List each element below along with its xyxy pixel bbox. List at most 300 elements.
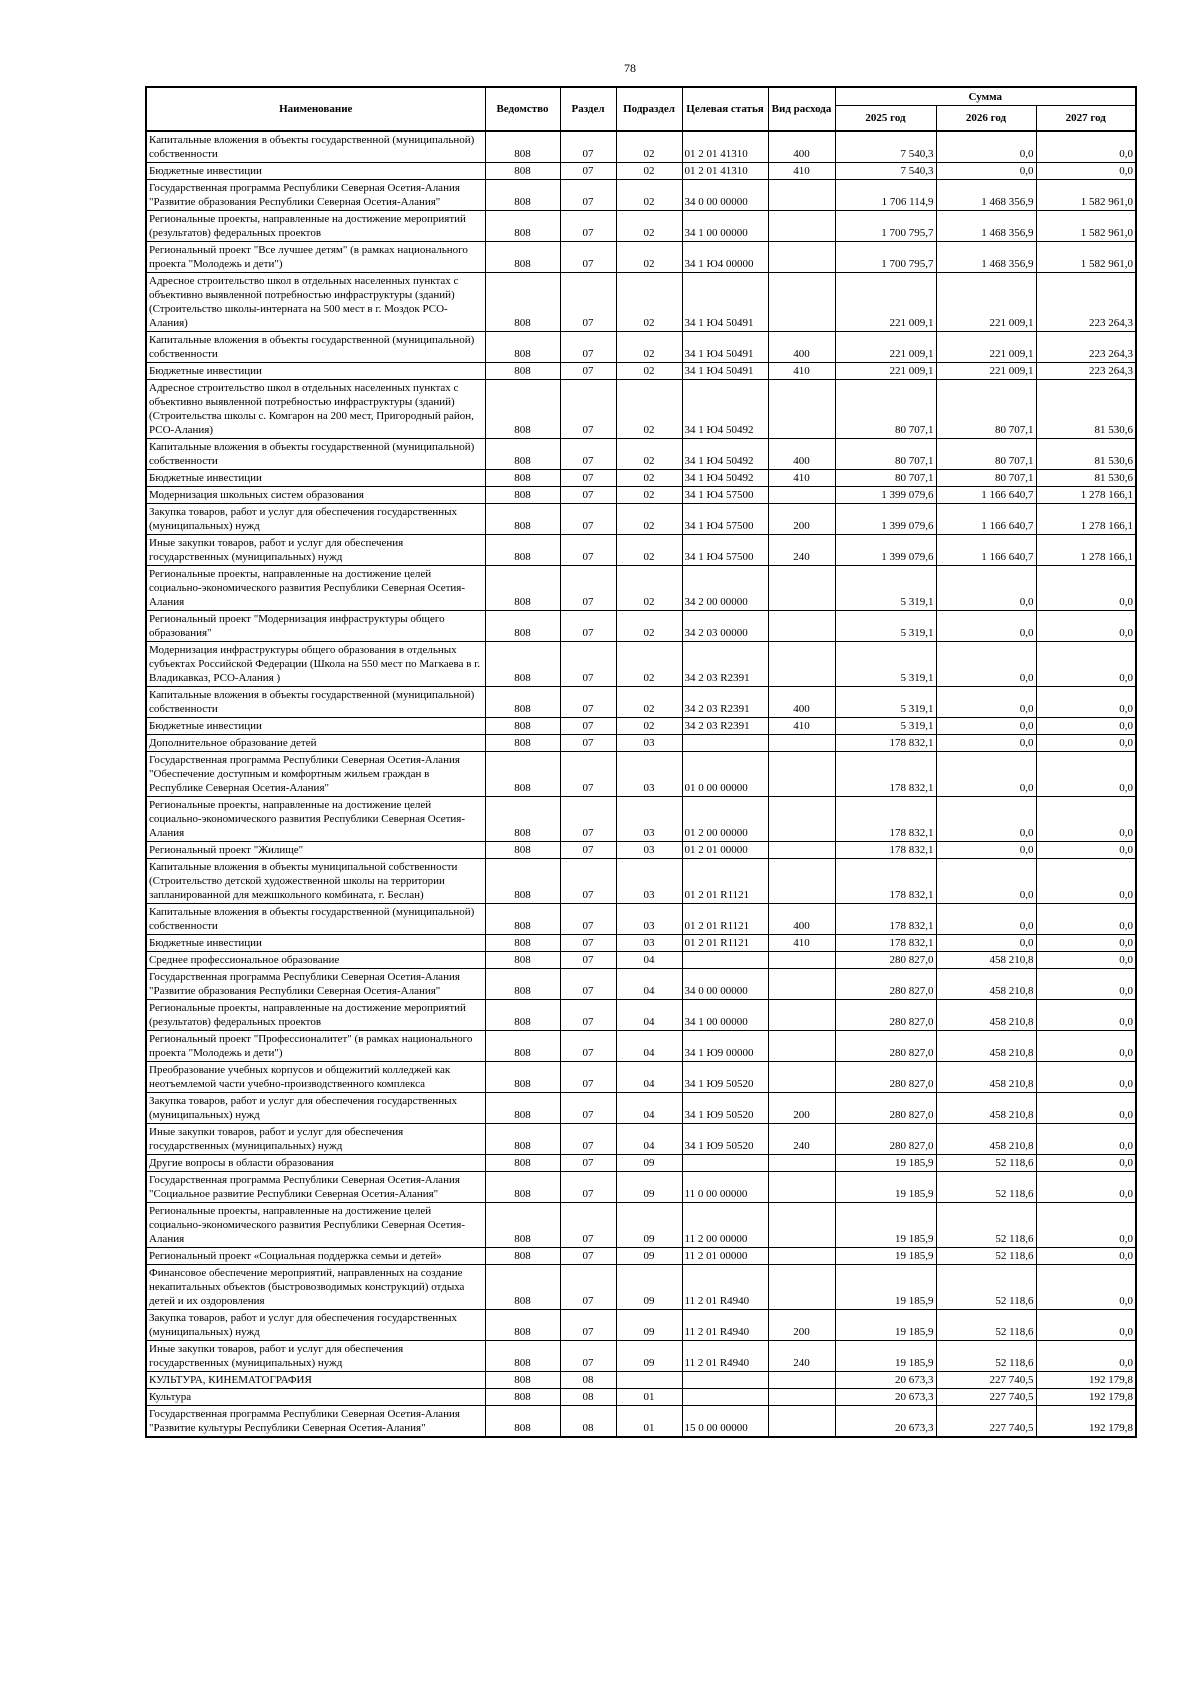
cell-2025: 1 399 079,6 bbox=[835, 487, 936, 504]
cell-expense-type: 410 bbox=[768, 935, 835, 952]
cell-expense-type bbox=[768, 1062, 835, 1093]
cell-dept: 808 bbox=[485, 1093, 560, 1124]
cell-target: 34 1 Ю9 00000 bbox=[682, 1031, 768, 1062]
cell-2026: 227 740,5 bbox=[936, 1406, 1036, 1438]
cell-2027: 0,0 bbox=[1036, 642, 1136, 687]
cell-expense-type bbox=[768, 1203, 835, 1248]
cell-subsection: 09 bbox=[616, 1155, 682, 1172]
cell-2026: 52 118,6 bbox=[936, 1203, 1036, 1248]
cell-2027: 0,0 bbox=[1036, 842, 1136, 859]
cell-subsection: 02 bbox=[616, 470, 682, 487]
cell-expense-type bbox=[768, 1172, 835, 1203]
cell-dept: 808 bbox=[485, 735, 560, 752]
cell-section: 07 bbox=[560, 1031, 616, 1062]
cell-2027: 0,0 bbox=[1036, 1031, 1136, 1062]
cell-2026: 80 707,1 bbox=[936, 380, 1036, 439]
cell-section: 07 bbox=[560, 1000, 616, 1031]
cell-2026: 0,0 bbox=[936, 718, 1036, 735]
table-row bbox=[146, 904, 1136, 935]
cell-name: Среднее профессиональное образование bbox=[146, 952, 485, 969]
cell-section: 07 bbox=[560, 642, 616, 687]
cell-expense-type bbox=[768, 273, 835, 332]
table-row bbox=[146, 332, 1136, 363]
cell-name: Региональные проекты, направленные на достижение целей социально-экономического развития Республики Северная Осетия-Алания bbox=[146, 566, 485, 611]
cell-subsection: 03 bbox=[616, 859, 682, 904]
cell-2027: 192 179,8 bbox=[1036, 1389, 1136, 1406]
cell-section: 07 bbox=[560, 752, 616, 797]
cell-expense-type: 240 bbox=[768, 1341, 835, 1372]
cell-2026: 458 210,8 bbox=[936, 1031, 1036, 1062]
cell-2025: 280 827,0 bbox=[835, 1093, 936, 1124]
table-body bbox=[146, 131, 1136, 1437]
cell-dept: 808 bbox=[485, 1389, 560, 1406]
cell-section: 07 bbox=[560, 735, 616, 752]
cell-2025: 178 832,1 bbox=[835, 935, 936, 952]
table-row bbox=[146, 1265, 1136, 1310]
cell-target: 01 2 01 R1121 bbox=[682, 904, 768, 935]
cell-2025: 5 319,1 bbox=[835, 642, 936, 687]
cell-target bbox=[682, 952, 768, 969]
table-row bbox=[146, 1372, 1136, 1389]
cell-section: 07 bbox=[560, 859, 616, 904]
cell-section: 07 bbox=[560, 273, 616, 332]
cell-dept: 808 bbox=[485, 718, 560, 735]
cell-2027: 0,0 bbox=[1036, 687, 1136, 718]
cell-target: 34 2 03 R2391 bbox=[682, 718, 768, 735]
cell-dept: 808 bbox=[485, 797, 560, 842]
cell-expense-type bbox=[768, 1155, 835, 1172]
cell-section: 07 bbox=[560, 1155, 616, 1172]
cell-target: 34 0 00 00000 bbox=[682, 180, 768, 211]
cell-2025: 178 832,1 bbox=[835, 797, 936, 842]
cell-2026: 1 468 356,9 bbox=[936, 180, 1036, 211]
cell-name: Другие вопросы в области образования bbox=[146, 1155, 485, 1172]
cell-name: Региональный проект "Все лучшее детям" (в рамках национального проекта "Молодежь и дети") bbox=[146, 242, 485, 273]
cell-target bbox=[682, 1389, 768, 1406]
cell-name: Региональные проекты, направленные на достижение мероприятий (результатов) федеральных проектов bbox=[146, 1000, 485, 1031]
cell-target: 11 2 01 R4940 bbox=[682, 1341, 768, 1372]
cell-subsection: 04 bbox=[616, 1062, 682, 1093]
cell-subsection: 02 bbox=[616, 566, 682, 611]
cell-target: 15 0 00 00000 bbox=[682, 1406, 768, 1438]
cell-2026: 52 118,6 bbox=[936, 1265, 1036, 1310]
cell-2025: 221 009,1 bbox=[835, 273, 936, 332]
cell-2027: 0,0 bbox=[1036, 969, 1136, 1000]
cell-dept: 808 bbox=[485, 1372, 560, 1389]
cell-2027: 1 582 961,0 bbox=[1036, 211, 1136, 242]
cell-2027: 1 582 961,0 bbox=[1036, 242, 1136, 273]
cell-subsection: 02 bbox=[616, 363, 682, 380]
table-row bbox=[146, 566, 1136, 611]
cell-2027: 1 278 166,1 bbox=[1036, 535, 1136, 566]
cell-name: Региональный проект "Профессионалитет" (в рамках национального проекта "Молодежь и дети") bbox=[146, 1031, 485, 1062]
cell-target: 01 0 00 00000 bbox=[682, 752, 768, 797]
cell-target: 34 1 Ю4 57500 bbox=[682, 504, 768, 535]
cell-expense-type bbox=[768, 487, 835, 504]
table-row bbox=[146, 242, 1136, 273]
cell-dept: 808 bbox=[485, 935, 560, 952]
cell-target: 01 2 01 00000 bbox=[682, 842, 768, 859]
table-row bbox=[146, 1000, 1136, 1031]
cell-subsection: 02 bbox=[616, 504, 682, 535]
cell-2026: 52 118,6 bbox=[936, 1248, 1036, 1265]
cell-2025: 1 700 795,7 bbox=[835, 211, 936, 242]
cell-dept: 808 bbox=[485, 1248, 560, 1265]
cell-2026: 52 118,6 bbox=[936, 1155, 1036, 1172]
cell-name: КУЛЬТУРА, КИНЕМАТОГРАФИЯ bbox=[146, 1372, 485, 1389]
cell-target: 34 0 00 00000 bbox=[682, 969, 768, 1000]
table-row bbox=[146, 1203, 1136, 1248]
cell-target: 11 0 00 00000 bbox=[682, 1172, 768, 1203]
cell-dept: 808 bbox=[485, 242, 560, 273]
table-row bbox=[146, 470, 1136, 487]
cell-expense-type bbox=[768, 180, 835, 211]
cell-section: 07 bbox=[560, 935, 616, 952]
table-row bbox=[146, 611, 1136, 642]
cell-subsection: 09 bbox=[616, 1203, 682, 1248]
cell-2025: 280 827,0 bbox=[835, 1124, 936, 1155]
cell-expense-type: 240 bbox=[768, 1124, 835, 1155]
cell-name: Региональные проекты, направленные на достижение целей социально-экономического развития Республики Северная Осетия-Алания bbox=[146, 797, 485, 842]
cell-target: 11 2 01 R4940 bbox=[682, 1265, 768, 1310]
cell-2025: 280 827,0 bbox=[835, 969, 936, 1000]
cell-section: 07 bbox=[560, 1093, 616, 1124]
cell-dept: 808 bbox=[485, 180, 560, 211]
cell-name: Капитальные вложения в объекты муниципальной собственности (Строительство детской художественной школы на территории запланированной для межшкольного комбината, г. Беслан) bbox=[146, 859, 485, 904]
cell-section: 07 bbox=[560, 1203, 616, 1248]
cell-subsection: 02 bbox=[616, 439, 682, 470]
cell-2025: 5 319,1 bbox=[835, 611, 936, 642]
cell-section: 07 bbox=[560, 363, 616, 380]
cell-name: Адресное строительство школ в отдельных населенных пунктах с объективно выявленной потребностью инфраструктуры (зданий) (Строительства школы с. Комгарон на 200 мест, Пригородный район, РСО-Алания) bbox=[146, 380, 485, 439]
header-2026: 2026 год bbox=[936, 106, 1036, 132]
cell-subsection: 01 bbox=[616, 1389, 682, 1406]
cell-2027: 0,0 bbox=[1036, 952, 1136, 969]
cell-2026: 458 210,8 bbox=[936, 1093, 1036, 1124]
cell-expense-type bbox=[768, 1000, 835, 1031]
cell-target: 11 2 00 00000 bbox=[682, 1203, 768, 1248]
header-sum: Сумма bbox=[835, 87, 1136, 106]
cell-2026: 221 009,1 bbox=[936, 332, 1036, 363]
cell-dept: 808 bbox=[485, 1265, 560, 1310]
cell-target: 34 1 Ю4 50491 bbox=[682, 273, 768, 332]
cell-2025: 280 827,0 bbox=[835, 1031, 936, 1062]
cell-2026: 52 118,6 bbox=[936, 1341, 1036, 1372]
cell-2025: 19 185,9 bbox=[835, 1265, 936, 1310]
cell-expense-type: 410 bbox=[768, 470, 835, 487]
cell-2026: 0,0 bbox=[936, 642, 1036, 687]
cell-2027: 0,0 bbox=[1036, 718, 1136, 735]
table-row bbox=[146, 1341, 1136, 1372]
table-row bbox=[146, 211, 1136, 242]
cell-dept: 808 bbox=[485, 611, 560, 642]
cell-2025: 19 185,9 bbox=[835, 1155, 936, 1172]
table-row bbox=[146, 180, 1136, 211]
table-row bbox=[146, 131, 1136, 163]
cell-2026: 1 468 356,9 bbox=[936, 242, 1036, 273]
cell-target: 11 2 01 00000 bbox=[682, 1248, 768, 1265]
cell-name: Бюджетные инвестиции bbox=[146, 163, 485, 180]
cell-expense-type bbox=[768, 242, 835, 273]
cell-target: 34 1 00 00000 bbox=[682, 1000, 768, 1031]
cell-2025: 178 832,1 bbox=[835, 842, 936, 859]
cell-expense-type bbox=[768, 1031, 835, 1062]
cell-2027: 0,0 bbox=[1036, 611, 1136, 642]
cell-name: Преобразование учебных корпусов и общежитий колледжей как неотъемлемой части учебно-производственного комплекса bbox=[146, 1062, 485, 1093]
cell-2027: 0,0 bbox=[1036, 859, 1136, 904]
cell-name: Адресное строительство школ в отдельных населенных пунктах с объективно выявленной потребностью инфраструктуры (зданий) (Строительство школы-интерната на 500 мест в г. Моздок РСО-Алания) bbox=[146, 273, 485, 332]
cell-2025: 178 832,1 bbox=[835, 904, 936, 935]
cell-2026: 0,0 bbox=[936, 842, 1036, 859]
cell-2026: 458 210,8 bbox=[936, 1062, 1036, 1093]
cell-2025: 1 399 079,6 bbox=[835, 535, 936, 566]
cell-section: 07 bbox=[560, 1310, 616, 1341]
cell-section: 07 bbox=[560, 180, 616, 211]
cell-subsection: 03 bbox=[616, 842, 682, 859]
cell-name: Государственная программа Республики Северная Осетия-Алания "Развитие культуры Республики Северная Осетия-Алания" bbox=[146, 1406, 485, 1438]
cell-2025: 80 707,1 bbox=[835, 380, 936, 439]
cell-2027: 0,0 bbox=[1036, 752, 1136, 797]
cell-name: Дополнительное образование детей bbox=[146, 735, 485, 752]
cell-2025: 7 540,3 bbox=[835, 131, 936, 163]
cell-dept: 808 bbox=[485, 1031, 560, 1062]
cell-subsection: 04 bbox=[616, 1093, 682, 1124]
cell-dept: 808 bbox=[485, 1203, 560, 1248]
cell-name: Капитальные вложения в объекты государственной (муниципальной) собственности bbox=[146, 904, 485, 935]
cell-dept: 808 bbox=[485, 211, 560, 242]
table-row bbox=[146, 687, 1136, 718]
cell-dept: 808 bbox=[485, 1310, 560, 1341]
cell-name: Бюджетные инвестиции bbox=[146, 470, 485, 487]
cell-target: 34 2 03 R2391 bbox=[682, 642, 768, 687]
cell-target bbox=[682, 735, 768, 752]
cell-2025: 221 009,1 bbox=[835, 363, 936, 380]
cell-section: 07 bbox=[560, 163, 616, 180]
table-row bbox=[146, 1062, 1136, 1093]
table-row bbox=[146, 1389, 1136, 1406]
cell-2027: 81 530,6 bbox=[1036, 439, 1136, 470]
cell-name: Бюджетные инвестиции bbox=[146, 363, 485, 380]
cell-name: Государственная программа Республики Северная Осетия-Алания "Развитие образования Республики Северная Осетия-Алания" bbox=[146, 180, 485, 211]
table-row bbox=[146, 1406, 1136, 1438]
cell-section: 07 bbox=[560, 904, 616, 935]
cell-dept: 808 bbox=[485, 969, 560, 1000]
cell-expense-type bbox=[768, 1406, 835, 1438]
cell-target: 34 2 00 00000 bbox=[682, 566, 768, 611]
cell-target: 34 1 Ю4 50492 bbox=[682, 380, 768, 439]
cell-dept: 808 bbox=[485, 859, 560, 904]
cell-2025: 20 673,3 bbox=[835, 1389, 936, 1406]
cell-section: 07 bbox=[560, 687, 616, 718]
cell-expense-type bbox=[768, 1389, 835, 1406]
budget-table bbox=[145, 86, 1137, 1438]
table-row bbox=[146, 1093, 1136, 1124]
cell-section: 07 bbox=[560, 1124, 616, 1155]
cell-section: 07 bbox=[560, 131, 616, 163]
table-row bbox=[146, 1172, 1136, 1203]
cell-2026: 52 118,6 bbox=[936, 1172, 1036, 1203]
cell-2025: 1 399 079,6 bbox=[835, 504, 936, 535]
cell-2027: 0,0 bbox=[1036, 797, 1136, 842]
table-row bbox=[146, 842, 1136, 859]
cell-target: 34 1 Ю4 50492 bbox=[682, 439, 768, 470]
cell-2027: 1 582 961,0 bbox=[1036, 180, 1136, 211]
cell-2027: 0,0 bbox=[1036, 1248, 1136, 1265]
cell-target: 01 2 00 00000 bbox=[682, 797, 768, 842]
cell-subsection: 04 bbox=[616, 1124, 682, 1155]
cell-2025: 1 700 795,7 bbox=[835, 242, 936, 273]
cell-section: 07 bbox=[560, 535, 616, 566]
cell-section: 07 bbox=[560, 242, 616, 273]
cell-2025: 19 185,9 bbox=[835, 1248, 936, 1265]
table-row bbox=[146, 642, 1136, 687]
cell-2025: 5 319,1 bbox=[835, 718, 936, 735]
cell-2026: 80 707,1 bbox=[936, 439, 1036, 470]
cell-name: Финансовое обеспечение мероприятий, направленных на создание некапитальных объектов (быстровозводимых конструкций) отдыха детей и их оздоровления bbox=[146, 1265, 485, 1310]
cell-target: 34 1 Ю9 50520 bbox=[682, 1124, 768, 1155]
cell-section: 08 bbox=[560, 1372, 616, 1389]
cell-expense-type: 200 bbox=[768, 1310, 835, 1341]
cell-2026: 458 210,8 bbox=[936, 969, 1036, 1000]
cell-name: Государственная программа Республики Северная Осетия-Алания "Социальное развитие Республики Северная Осетия-Алания" bbox=[146, 1172, 485, 1203]
cell-expense-type: 410 bbox=[768, 718, 835, 735]
cell-target: 01 2 01 R1121 bbox=[682, 859, 768, 904]
cell-section: 08 bbox=[560, 1389, 616, 1406]
cell-name: Региональные проекты, направленные на достижение мероприятий (результатов) федеральных проектов bbox=[146, 211, 485, 242]
cell-2027: 0,0 bbox=[1036, 1341, 1136, 1372]
cell-2027: 0,0 bbox=[1036, 1124, 1136, 1155]
cell-dept: 808 bbox=[485, 1341, 560, 1372]
table-row bbox=[146, 1310, 1136, 1341]
cell-name: Региональные проекты, направленные на достижение целей социально-экономического развития Республики Северная Осетия-Алания bbox=[146, 1203, 485, 1248]
cell-name: Иные закупки товаров, работ и услуг для обеспечения государственных (муниципальных) нужд bbox=[146, 1341, 485, 1372]
cell-subsection: 02 bbox=[616, 180, 682, 211]
cell-section: 07 bbox=[560, 380, 616, 439]
cell-2027: 1 278 166,1 bbox=[1036, 504, 1136, 535]
cell-2025: 221 009,1 bbox=[835, 332, 936, 363]
cell-name: Закупка товаров, работ и услуг для обеспечения государственных (муниципальных) нужд bbox=[146, 1093, 485, 1124]
cell-dept: 808 bbox=[485, 952, 560, 969]
header-target: Целевая статья bbox=[682, 87, 768, 131]
cell-2026: 221 009,1 bbox=[936, 273, 1036, 332]
cell-2027: 192 179,8 bbox=[1036, 1406, 1136, 1438]
cell-expense-type: 400 bbox=[768, 904, 835, 935]
table-row bbox=[146, 363, 1136, 380]
cell-name: Капитальные вложения в объекты государственной (муниципальной) собственности bbox=[146, 687, 485, 718]
cell-2025: 5 319,1 bbox=[835, 566, 936, 611]
cell-subsection: 09 bbox=[616, 1341, 682, 1372]
cell-subsection: 04 bbox=[616, 952, 682, 969]
cell-2027: 81 530,6 bbox=[1036, 470, 1136, 487]
table-row bbox=[146, 935, 1136, 952]
table-row bbox=[146, 1155, 1136, 1172]
table-header bbox=[146, 87, 1136, 131]
page-number: 78 bbox=[624, 61, 636, 75]
cell-dept: 808 bbox=[485, 842, 560, 859]
cell-expense-type bbox=[768, 752, 835, 797]
cell-dept: 808 bbox=[485, 1062, 560, 1093]
cell-subsection: 02 bbox=[616, 642, 682, 687]
cell-expense-type bbox=[768, 566, 835, 611]
cell-subsection: 02 bbox=[616, 380, 682, 439]
cell-2025: 178 832,1 bbox=[835, 859, 936, 904]
cell-2027: 0,0 bbox=[1036, 1000, 1136, 1031]
cell-subsection: 03 bbox=[616, 935, 682, 952]
cell-expense-type bbox=[768, 1372, 835, 1389]
cell-expense-type bbox=[768, 969, 835, 1000]
cell-2026: 458 210,8 bbox=[936, 1124, 1036, 1155]
cell-2027: 0,0 bbox=[1036, 935, 1136, 952]
cell-subsection: 02 bbox=[616, 211, 682, 242]
cell-target: 34 1 00 00000 bbox=[682, 211, 768, 242]
cell-dept: 808 bbox=[485, 163, 560, 180]
cell-dept: 808 bbox=[485, 439, 560, 470]
cell-dept: 808 bbox=[485, 332, 560, 363]
cell-2027: 0,0 bbox=[1036, 1093, 1136, 1124]
cell-target: 34 1 Ю9 50520 bbox=[682, 1062, 768, 1093]
cell-expense-type bbox=[768, 380, 835, 439]
table-row bbox=[146, 1248, 1136, 1265]
cell-2025: 280 827,0 bbox=[835, 952, 936, 969]
cell-2027: 0,0 bbox=[1036, 735, 1136, 752]
table-row bbox=[146, 273, 1136, 332]
cell-2026: 0,0 bbox=[936, 566, 1036, 611]
cell-target: 34 1 Ю4 50491 bbox=[682, 363, 768, 380]
cell-subsection: 02 bbox=[616, 487, 682, 504]
cell-subsection: 09 bbox=[616, 1172, 682, 1203]
cell-subsection: 02 bbox=[616, 242, 682, 273]
cell-2026: 80 707,1 bbox=[936, 470, 1036, 487]
cell-2027: 0,0 bbox=[1036, 904, 1136, 935]
cell-name: Региональный проект «Социальная поддержка семьи и детей» bbox=[146, 1248, 485, 1265]
cell-dept: 808 bbox=[485, 535, 560, 566]
cell-2025: 20 673,3 bbox=[835, 1406, 936, 1438]
cell-subsection: 02 bbox=[616, 131, 682, 163]
cell-section: 07 bbox=[560, 718, 616, 735]
cell-name: Капитальные вложения в объекты государственной (муниципальной) собственности bbox=[146, 332, 485, 363]
cell-expense-type: 410 bbox=[768, 363, 835, 380]
cell-dept: 808 bbox=[485, 642, 560, 687]
cell-2025: 19 185,9 bbox=[835, 1203, 936, 1248]
header-name: Наименование bbox=[146, 87, 485, 131]
cell-dept: 808 bbox=[485, 131, 560, 163]
cell-section: 07 bbox=[560, 470, 616, 487]
cell-expense-type: 200 bbox=[768, 1093, 835, 1124]
cell-expense-type: 400 bbox=[768, 332, 835, 363]
cell-subsection: 02 bbox=[616, 163, 682, 180]
cell-2026: 0,0 bbox=[936, 687, 1036, 718]
cell-2026: 0,0 bbox=[936, 735, 1036, 752]
cell-name: Региональный проект "Модернизация инфраструктуры общего образования" bbox=[146, 611, 485, 642]
cell-2025: 280 827,0 bbox=[835, 1062, 936, 1093]
cell-expense-type bbox=[768, 859, 835, 904]
cell-name: Капитальные вложения в объекты государственной (муниципальной) собственности bbox=[146, 131, 485, 163]
cell-expense-type bbox=[768, 1248, 835, 1265]
cell-target: 01 2 01 41310 bbox=[682, 131, 768, 163]
table-row bbox=[146, 969, 1136, 1000]
cell-section: 08 bbox=[560, 1406, 616, 1438]
cell-name: Бюджетные инвестиции bbox=[146, 718, 485, 735]
table-row bbox=[146, 752, 1136, 797]
cell-subsection bbox=[616, 1372, 682, 1389]
cell-expense-type bbox=[768, 611, 835, 642]
cell-section: 07 bbox=[560, 1172, 616, 1203]
table-row bbox=[146, 735, 1136, 752]
cell-section: 07 bbox=[560, 1062, 616, 1093]
cell-2026: 458 210,8 bbox=[936, 952, 1036, 969]
cell-2027: 0,0 bbox=[1036, 1172, 1136, 1203]
cell-name: Культура bbox=[146, 1389, 485, 1406]
